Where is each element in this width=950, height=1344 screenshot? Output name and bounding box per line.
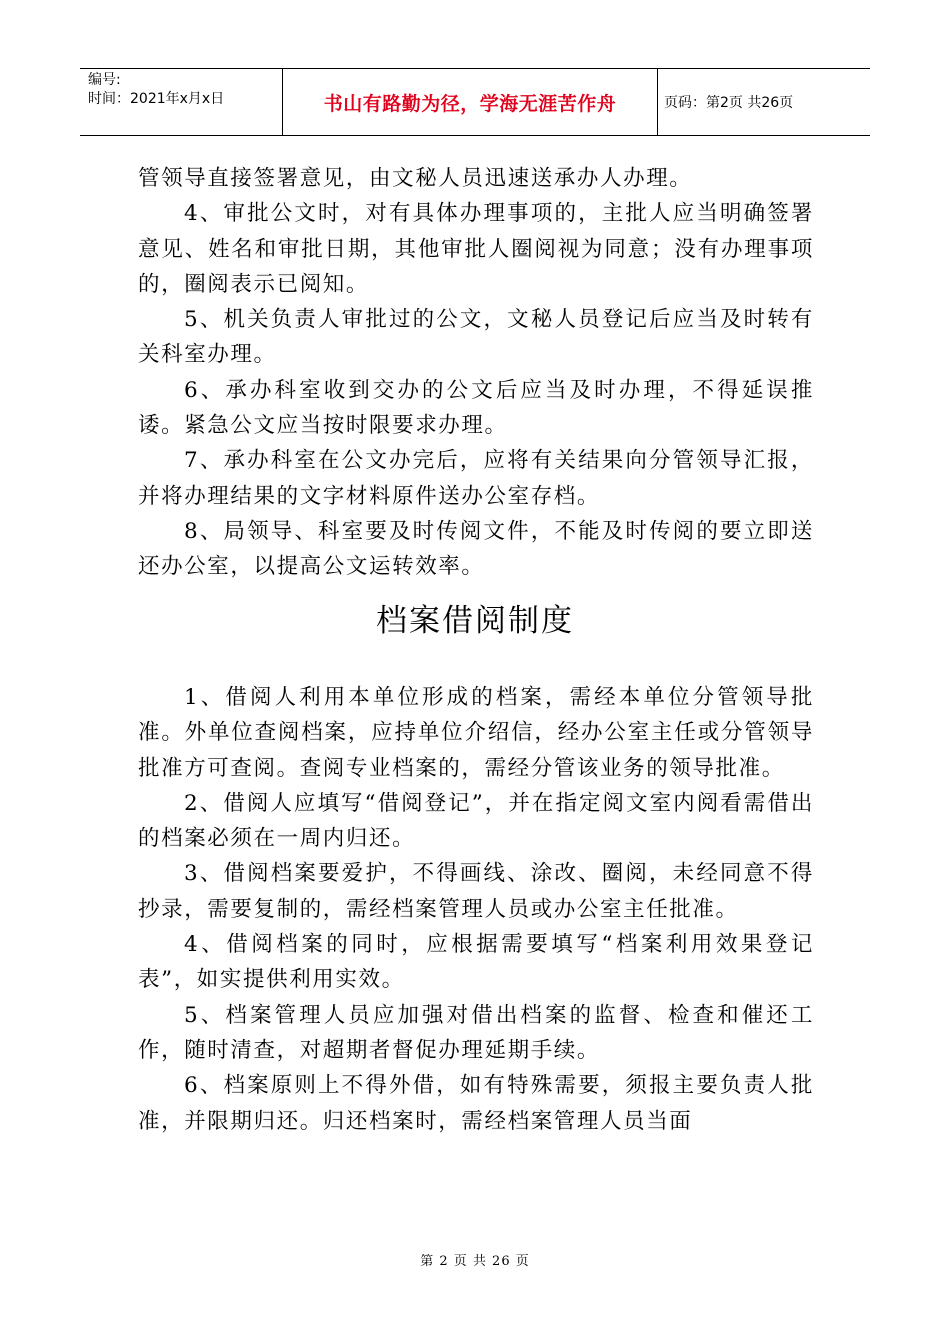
- paragraph: 6、承办科室收到交办的公文后应当及时办理，不得延误推诿。紧急公文应当按时限要求办理。: [138, 377, 814, 439]
- paragraph: 6、档案原则上不得外借，如有特殊需要，须报主要负责人批准，并限期归还。归还档案时，需经档案管理人员当面: [138, 1073, 814, 1134]
- document-number-label: 编号:: [88, 72, 121, 88]
- section-1-body: [138, 161, 814, 585]
- header-page-info: 页码：第2页 共26页: [664, 95, 794, 111]
- section-title: 档案借阅制度: [376, 603, 574, 639]
- paragraph: 5、档案管理人员应加强对借出档案的监督、检查和催还工作，随时清查，对超期者督促办理延期手续。: [138, 1002, 814, 1063]
- paragraph: 7、承办科室在公文办完后，应将有关结果向分管领导汇报，并将办理结果的文字材料原件送办公室存档。: [138, 448, 814, 509]
- header-motto: 书山有路勤为径，学海无涯苦作舟: [283, 69, 658, 135]
- paragraph: 5、机关负责人审批过的公文，文秘人员登记后应当及时转有关科室办理。: [138, 307, 814, 368]
- paragraph: 4、借阅档案的同时，应根据需要填写“档案利用效果登记表”，如实提供利用实效。: [138, 932, 814, 993]
- paragraph: 2、借阅人应填写“借阅登记”，并在指定阅文室内阅看需借出的档案必须在一周内归还。: [138, 790, 814, 852]
- document-date: 时间：2021年x月x日: [88, 91, 225, 107]
- header-meta-cell: [80, 69, 283, 135]
- paragraph: 4、审批公文时，对有具体办理事项的，主批人应当明确签署意见、姓名和审批日期，其他审批人圈阅视为同意；没有办理事项的，圈阅表示已阅知。: [138, 201, 814, 297]
- page-footer: 第 2 页 共 26 页: [420, 1254, 530, 1269]
- section-2-body: [138, 680, 814, 1139]
- paragraph: 管领导直接签署意见，由文秘人员迅速送承办人办理。: [138, 166, 693, 191]
- page-header: [80, 68, 870, 136]
- paragraph: 8、局领导、科室要及时传阅文件，不能及时传阅的要立即送还办公室，以提高公文运转效率。: [138, 518, 814, 580]
- paragraph: 1、借阅人利用本单位形成的档案，需经本单位分管领导批准。外单位查阅档案，应持单位介绍信，经办公室主任或分管领导批准方可查阅。查阅专业档案的，需经分管该业务的领导批准。: [138, 685, 814, 781]
- paragraph: 3、借阅档案要爱护，不得画线、涂改、圈阅，未经同意不得抄录，需要复制的，需经档案管理人员或办公室主任批准。: [138, 861, 814, 922]
